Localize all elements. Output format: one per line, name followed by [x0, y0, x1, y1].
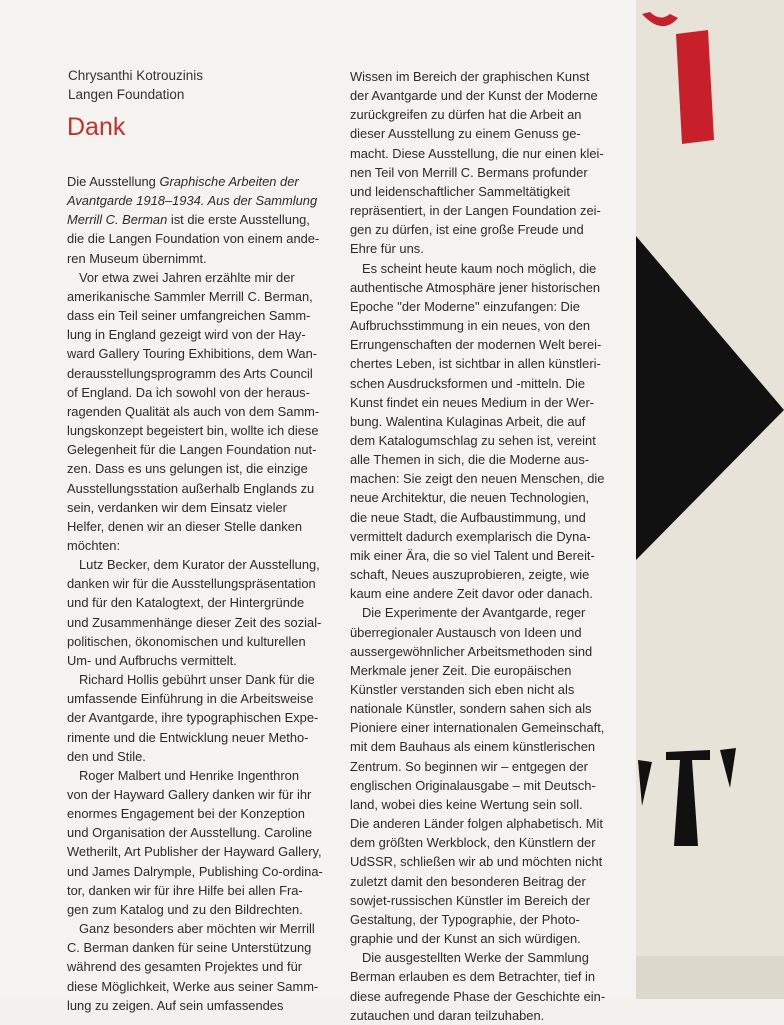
text-line: Künstler verstanden sich eben nicht als [350, 682, 575, 697]
text-line: machen: Sie zeigt den neuen Menschen, die [350, 471, 605, 487]
text-line: Richard Hollis gebührt unser Dank für die [79, 672, 315, 688]
text-line: Um- und Aufbruchs vermittelt. [67, 652, 237, 668]
text-line: Kunst findet ein neues Medium in der Wer- [350, 394, 595, 410]
text-line: Berman erlauben es dem Betrachter, tief in [350, 969, 596, 985]
text-line: gen zu dürfen, ist eine große Freude und [350, 222, 584, 238]
text-line: diese aufregende Phase der Geschichte ein- [350, 988, 606, 1004]
text-column-left [67, 172, 335, 1015]
text-line: während des gesamten Projektes und für [67, 959, 303, 975]
text-line: der Avantgarde, ihre typographischen Expe- [67, 710, 319, 726]
text-line: Die ausgestellten Werke der Sammlung [362, 950, 589, 966]
text-line: Es scheint heute kaum noch möglich, die [362, 260, 597, 276]
text-line: Die Experimente der Avantgarde, reger [362, 605, 586, 621]
text-line: von der Hayward Gallery danken wir für ihr [67, 787, 312, 802]
text-line: Wissen im Bereich der graphischen Kunst [350, 69, 590, 84]
text-line: Wetherilt, Art Publisher der Hayward Gallery, [67, 844, 322, 860]
text-line: und Organisation der Ausstellung. Caroline [67, 825, 313, 841]
text-line: authentische Atmosphäre jener historischen [350, 279, 601, 295]
text-line: Gelegenheit für die Langen Foundation nut- [67, 442, 317, 458]
text-line: politischen, ökonomischen und kulturellen [67, 633, 306, 649]
text-line: möchten: [67, 537, 121, 553]
text-line: Ausstellungsstation außerhalb Englands zu [67, 480, 315, 496]
text-column-right [350, 67, 618, 1025]
text-line: sein, verdanken wir dem Einsatz vieler [67, 499, 287, 515]
text-line: land, wobei dies keine Wertung sein soll. [350, 796, 583, 812]
text-line: den und Stile. [67, 748, 146, 764]
text-line: diese Möglichkeit, Werke aus seiner Samm- [67, 978, 319, 994]
text-line: Ehre für uns. [350, 241, 424, 257]
text-line: und Zusammenhänge dieser Zeit des sozial- [67, 614, 322, 630]
text-line: C. Berman danken für seine Unterstützung [67, 940, 312, 956]
text-line: Avantgarde 1918–1934. Aus der Sammlung [67, 193, 318, 209]
text-line: nationale Künstler, sondern sahen sich als [350, 701, 592, 717]
text-line: Ganz besonders aber möchten wir Merrill [79, 921, 315, 937]
text-line: Pioniere einer internationalen Gemeinschaft, [350, 720, 605, 736]
text-line: zen. Dass es uns gelungen ist, die einzige [67, 461, 308, 477]
text-line: englischen Originalausgabe – mit Deutsch- [350, 777, 596, 793]
text-line: Errungenschaften der modernen Welt berei- [350, 337, 602, 353]
text-line: dieser Ausstellung zu einem Genuss ge- [350, 126, 581, 142]
text-line: Helfer, denen wir an dieser Stelle danken [67, 518, 303, 534]
text-line: umfassende Einführung in die Arbeitsweise [67, 691, 314, 707]
text-line: ren Museum übernimmt. [67, 250, 207, 266]
text-line: graphie und der Kunst an sich würdigen. [350, 931, 581, 947]
text-line: ward Gallery Touring Exhibitions, dem Wan- [67, 346, 318, 362]
text-line: und James Dalrymple, Publishing Co-ordina- [67, 863, 323, 879]
artwork-graphic [636, 0, 784, 999]
text-line: zurückgreifen zu dürfen hat die Arbeit an [350, 107, 582, 123]
text-line: sowjet-russischen Künstler im Bereich der [350, 892, 590, 908]
author-organization: Langen Foundation [68, 87, 185, 102]
text-line: gen zum Katalog und zu den Bildrechten. [67, 901, 303, 917]
text-line: die neue Stadt, die Aufbaustimmung, und [350, 509, 586, 525]
text-line: Vor etwa zwei Jahren erzählte mir der [79, 269, 295, 285]
text-line: Gestaltung, der Typographie, der Photo- [350, 911, 580, 927]
text-line: mik einer Ära, die so viel Talent und Bereit- [350, 547, 595, 563]
text-line: Lutz Becker, dem Kurator der Ausstellung, [79, 557, 320, 573]
text-line: Merkmale jener Zeit. Die europäischen [350, 662, 572, 678]
text-line: neue Architektur, die neuen Technologien, [350, 490, 590, 506]
text-line: Merrill C. Berman ist die erste Ausstellung, [67, 212, 310, 228]
text-line: zuletzt damit den besonderen Beitrag der [350, 873, 586, 889]
text-line: aussergewöhnlicher Arbeitsmethoden sind [350, 643, 593, 659]
text-line: danken wir für die Ausstellungspräsentation [67, 576, 316, 592]
text-line: ragenden Qualität als auch von dem Samm- [67, 403, 320, 419]
text-line: Epoche "der Moderne" einzufangen: Die [350, 298, 580, 314]
text-line: dem größten Werkblock, den Künstlern der [350, 835, 596, 851]
text-line: die die Langen Foundation von einem ande- [67, 231, 320, 247]
text-line: derausstellungsprogramm des Arts Council [67, 365, 313, 381]
text-line: dass ein Teil seiner umfangreichen Samm- [67, 308, 311, 324]
artwork-edge [636, 0, 784, 999]
text-line: und leidenschaftlicher Sammeltätigkeit [350, 183, 570, 199]
text-line: nen Teil von Merrill C. Bermans profunder [350, 164, 588, 180]
text-line: zutauchen und daran teilzuhaben. [350, 1007, 545, 1023]
text-line: schaft, Neues auszuprobieren, zeigte, wie [350, 567, 590, 583]
text-line: enormes Engagement bei der Konzeption [67, 806, 305, 822]
text-line: chertes Leben, ist sichtbar in allen künstleri- [350, 356, 601, 372]
text-line: und für den Katalogtext, der Hintergründe [67, 595, 305, 611]
page-title: Dank [67, 113, 126, 141]
text-line: schen Ausdrucksformen und -mitteln. Die [350, 375, 586, 391]
text-line: amerikanische Sammler Merrill C. Berman, [67, 288, 313, 304]
text-line: tor, danken wir für ihre Hilfe bei allen Fra- [67, 882, 303, 898]
text-line: lung in England gezeigt wird von der Hay- [67, 327, 306, 343]
text-line: überregionaler Austausch von Ideen und [350, 624, 582, 640]
text-line: Die anderen Länder folgen alphabetisch. Mit [350, 816, 603, 832]
text-line: bung. Walentina Kulaginas Arbeit, die auf [350, 413, 586, 429]
text-line: alle Themen in sich, die die Moderne aus- [350, 452, 590, 468]
text-line: lungskonzept begeistert bin, wollte ich diese [67, 423, 319, 439]
text-line: kaum eine andere Zeit davor oder danach. [350, 586, 593, 602]
author-block [68, 66, 203, 104]
text-line: der Avantgarde und der Kunst der Moderne [350, 88, 598, 104]
text-line: Aufbruchsstimmung in ein neues, von den [350, 318, 591, 334]
text-line: vermittelt dadurch exemplarisch die Dyna- [350, 528, 591, 544]
red-letter-block [676, 30, 714, 144]
text-line: Roger Malbert und Henrike Ingenthron [79, 767, 299, 783]
text-line: UdSSR, schließen wir ab und möchten nicht [350, 854, 603, 870]
text-line: mit dem Bauhaus als einem künstlerischen [350, 739, 596, 755]
text-line: Zentrum. So beginnen wir – entgegen der [350, 758, 588, 774]
text-line: macht. Diese Ausstellung, die nur einen klei- [350, 145, 604, 161]
text-line: Die Ausstellung Graphische Arbeiten der [67, 174, 299, 189]
author-name: Chrysanthi Kotrouzinis [68, 68, 204, 83]
text-line: of England. Da ich sowohl von der heraus- [67, 384, 310, 400]
text-line: rimente und die Entwicklung neuer Metho- [67, 729, 309, 745]
text-line: dem Katalogumschlag zu sehen ist, vereint [350, 432, 596, 448]
text-line: repräsentiert, in der Langen Foundation zei- [350, 203, 601, 219]
text-line: lung zu zeigen. Auf sein umfassendes [67, 997, 284, 1013]
